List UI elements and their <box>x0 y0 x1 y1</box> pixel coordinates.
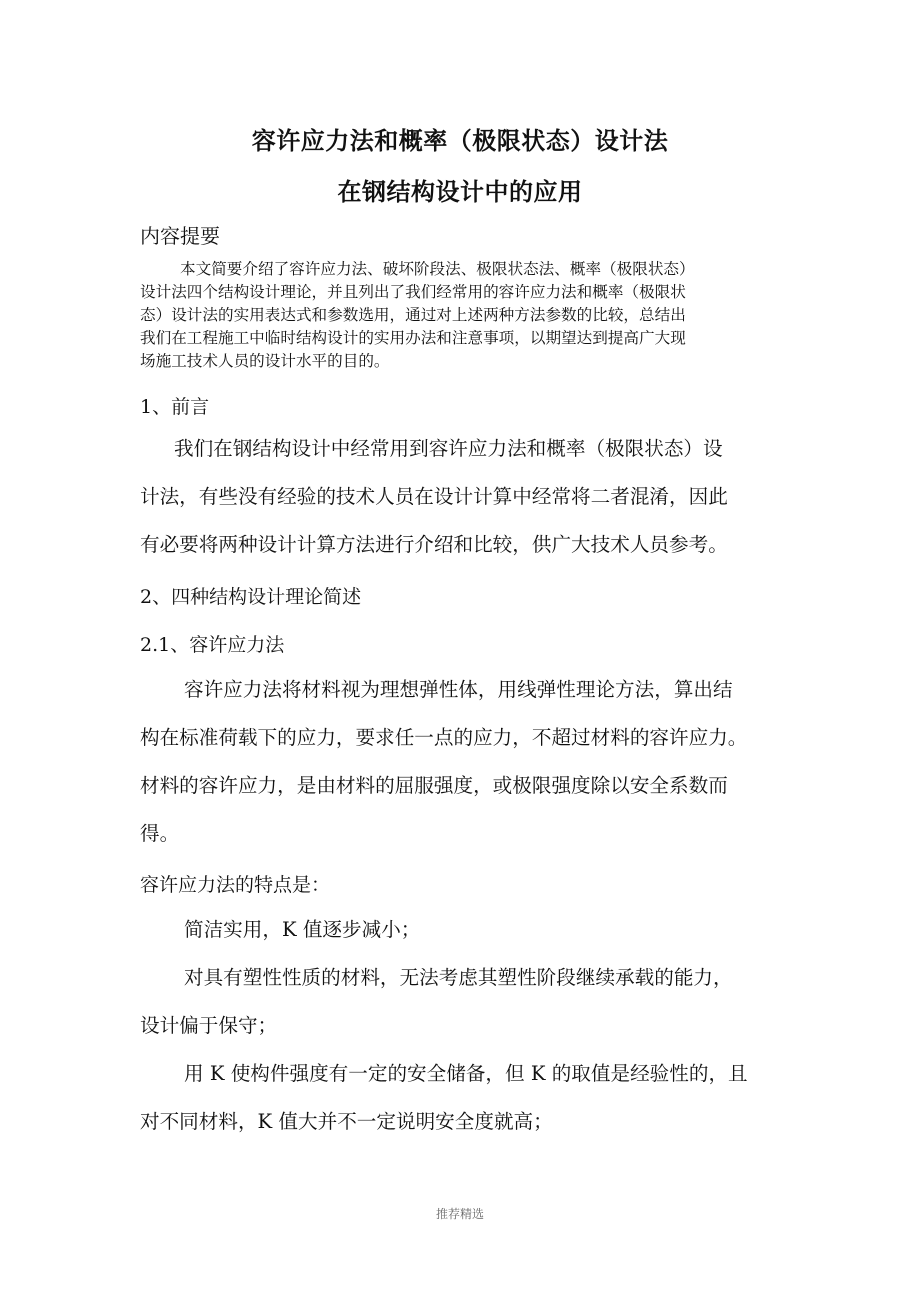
feature-line: 设计偏于保守； <box>140 1014 278 1037</box>
abstract-label: 内容提要 <box>140 224 220 248</box>
feature-line: 用 K 使构件强度有一定的安全储备，但 K 的取值是经验性的，且 <box>184 1062 748 1085</box>
document-title-line-1: 容许应力法和概率（极限状态）设计法 <box>251 127 669 155</box>
section-2-1-body <box>140 666 785 858</box>
abstract-line: 设计法四个结构设计理论，并且列出了我们经常用的容许应力法和概率（极限状 <box>140 283 686 301</box>
feature-line: 对不同材料，K 值大并不一定说明安全度就高； <box>140 1110 553 1133</box>
document-title-line-2: 在钢结构设计中的应用 <box>337 178 583 206</box>
abstract-line: 态）设计法的实用表达式和参数选用，通过对上述两种方法参数的比较，总结出 <box>140 306 686 324</box>
features-body <box>140 906 785 1146</box>
abstract-line: 我们在工程施工中临时结构设计的实用办法和注意事项，以期望达到提高广大现 <box>140 329 686 347</box>
paragraph-line: 材料的容许应力，是由材料的屈服强度，或极限强度除以安全系数而 <box>140 774 728 797</box>
paragraph-line: 计法，有些没有经验的技术人员在设计计算中经常将二者混淆，因此 <box>140 485 728 508</box>
abstract-line: 场施工技术人员的设计水平的目的。 <box>140 352 390 370</box>
paragraph-line: 容许应力法将材料视为理想弹性体，用线弹性理论方法，算出结 <box>184 678 733 701</box>
section-1-heading: 1、前言 <box>140 396 210 418</box>
paragraph-line: 构在标准荷载下的应力，要求任一点的应力，不超过材料的容许应力。 <box>140 726 748 749</box>
page-footer: 推荐精选 <box>435 1207 484 1221</box>
feature-line: 对具有塑性性质的材料，无法考虑其塑性阶段继续承载的能力， <box>184 966 733 989</box>
feature-line: 简洁实用，K 值逐步减小； <box>184 918 421 941</box>
features-heading: 容许应力法的特点是： <box>140 874 331 896</box>
paragraph-line: 我们在钢结构设计中经常用到容许应力法和概率（极限状态）设 <box>174 437 723 460</box>
paragraph-line: 有必要将两种设计计算方法进行介绍和比较，供广大技术人员参考。 <box>140 533 728 556</box>
abstract-body <box>140 258 785 373</box>
abstract-line: 本文简要介绍了容许应力法、破坏阶段法、极限状态法、概率（极限状态） <box>180 260 695 278</box>
section-2-heading: 2、四种结构设计理论简述 <box>140 586 362 608</box>
section-2-1-heading: 2.1、容许应力法 <box>140 634 285 656</box>
paragraph-line: 得。 <box>140 822 180 845</box>
section-1-body <box>140 425 785 569</box>
